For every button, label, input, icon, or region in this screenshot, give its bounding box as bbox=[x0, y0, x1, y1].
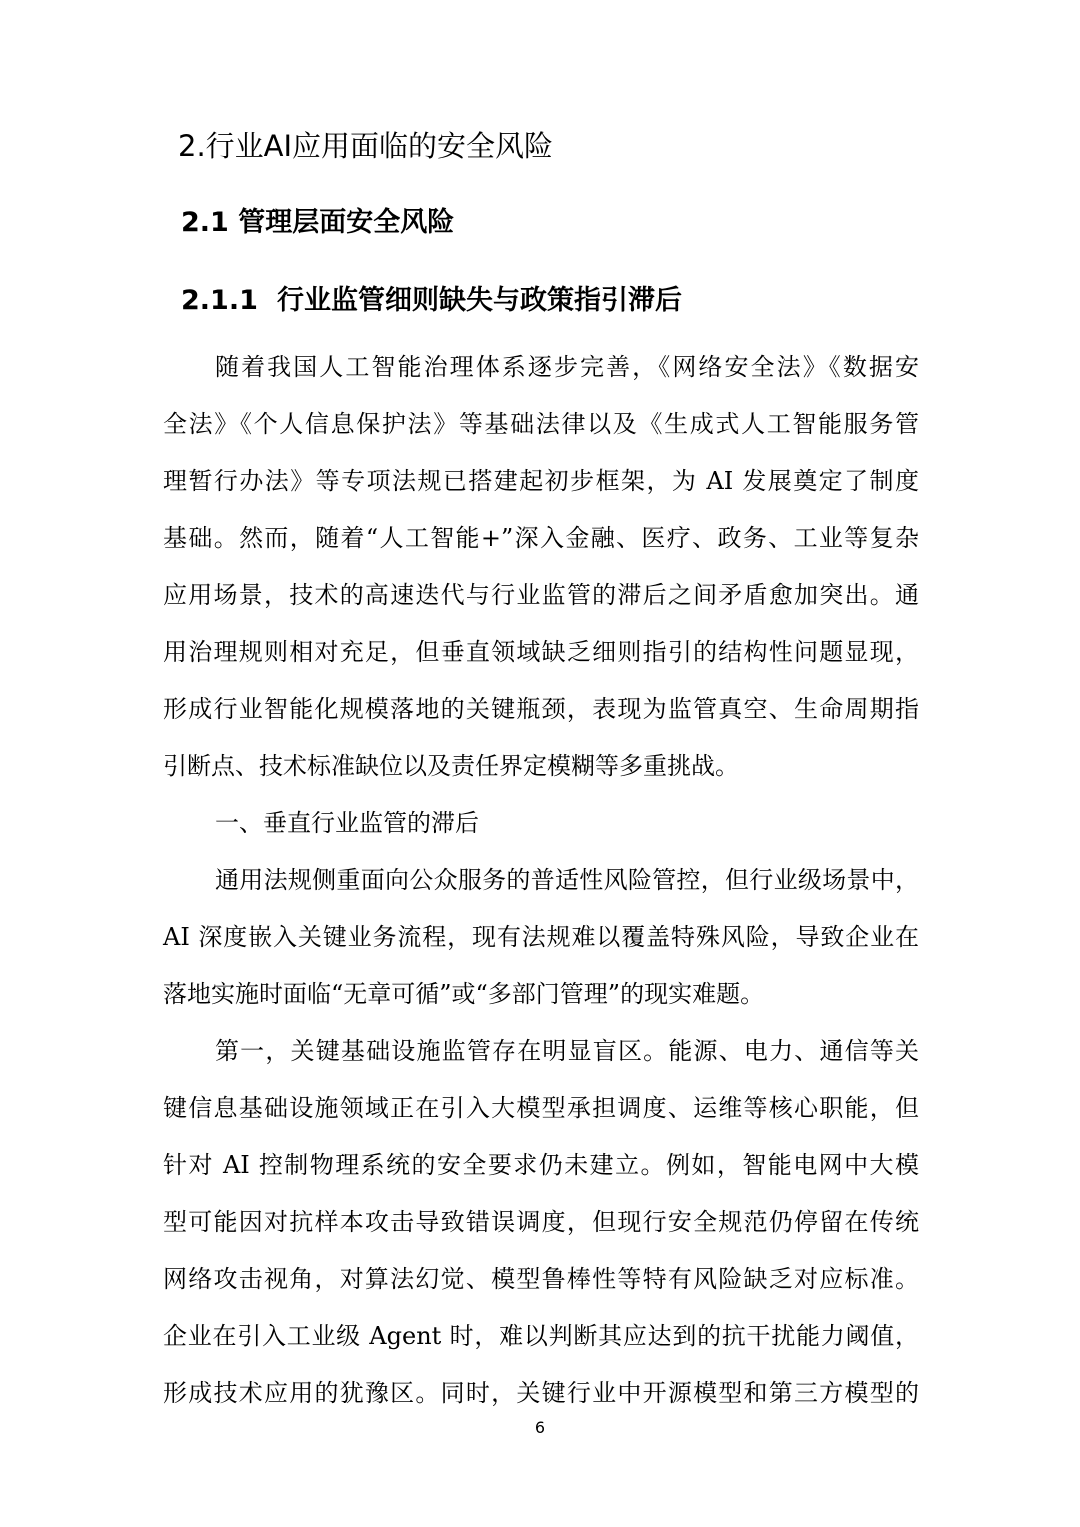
subsubsection-number: 2.1.1 bbox=[181, 285, 258, 316]
subsubsection-title: 行业监管细则缺失与政策指引滞后 bbox=[277, 285, 682, 316]
subsubsection-heading bbox=[181, 280, 682, 322]
body-line: 全法》《个人信息保护法》等基础法律以及《生成式人工智能服务管 bbox=[163, 410, 919, 438]
page-number: 6 bbox=[534, 1418, 546, 1437]
body-line: 形成技术应用的犹豫区。同时，关键行业中开源模型和第三方模型的 bbox=[163, 1379, 919, 1407]
body-line: 网络攻击视角，对算法幻觉、模型鲁棒性等特有风险缺乏对应标准。 bbox=[163, 1265, 919, 1293]
body-line: 理暂行办法》等专项法规已搭建起初步框架，为 AI 发展奠定了制度 bbox=[163, 467, 919, 495]
body-line: 基础。然而，随着“人工智能+”深入金融、医疗、政务、工业等复杂 bbox=[163, 524, 919, 552]
body-line: 应用场景，技术的高速迭代与行业监管的滞后之间矛盾愈加突出。通 bbox=[163, 581, 919, 609]
body-line: AI 深度嵌入关键业务流程，现有法规难以覆盖特殊风险，导致企业在 bbox=[163, 923, 919, 951]
body-line: 落地实施时面临“无章可循”或“多部门管理”的现实难题。 bbox=[163, 980, 765, 1008]
subsection-heading: 2.1 管理层面安全风险 bbox=[181, 207, 455, 238]
body-line: 通用法规侧重面向公众服务的普适性风险管控，但行业级场景中， bbox=[215, 866, 919, 894]
body-line: 针对 AI 控制物理系统的安全要求仍未建立。例如，智能电网中大模 bbox=[163, 1151, 919, 1179]
body-line: 第一，关键基础设施监管存在明显盲区。能源、电力、通信等关 bbox=[215, 1037, 919, 1065]
body-line: 键信息基础设施领域正在引入大模型承担调度、运维等核心职能，但 bbox=[163, 1094, 919, 1122]
body-line: 形成行业智能化规模落地的关键瓶颈，表现为监管真空、生命周期指 bbox=[163, 695, 919, 723]
body-line: 用治理规则相对充足，但垂直领域缺乏细则指引的结构性问题显现， bbox=[163, 638, 919, 666]
list-heading: 一、垂直行业监管的滞后 bbox=[215, 809, 479, 837]
section-heading: 2.行业AI应用面临的安全风险 bbox=[178, 129, 554, 163]
body-line: 引断点、技术标准缺位以及责任界定模糊等多重挑战。 bbox=[163, 752, 739, 780]
body-line: 企业在引入工业级 Agent 时，难以判断其应达到的抗干扰能力阈值， bbox=[163, 1322, 919, 1350]
body-line: 随着我国人工智能治理体系逐步完善，《网络安全法》《数据安 bbox=[215, 353, 919, 381]
body-line: 型可能因对抗样本攻击导致错误调度，但现行安全规范仍停留在传统 bbox=[163, 1208, 919, 1236]
